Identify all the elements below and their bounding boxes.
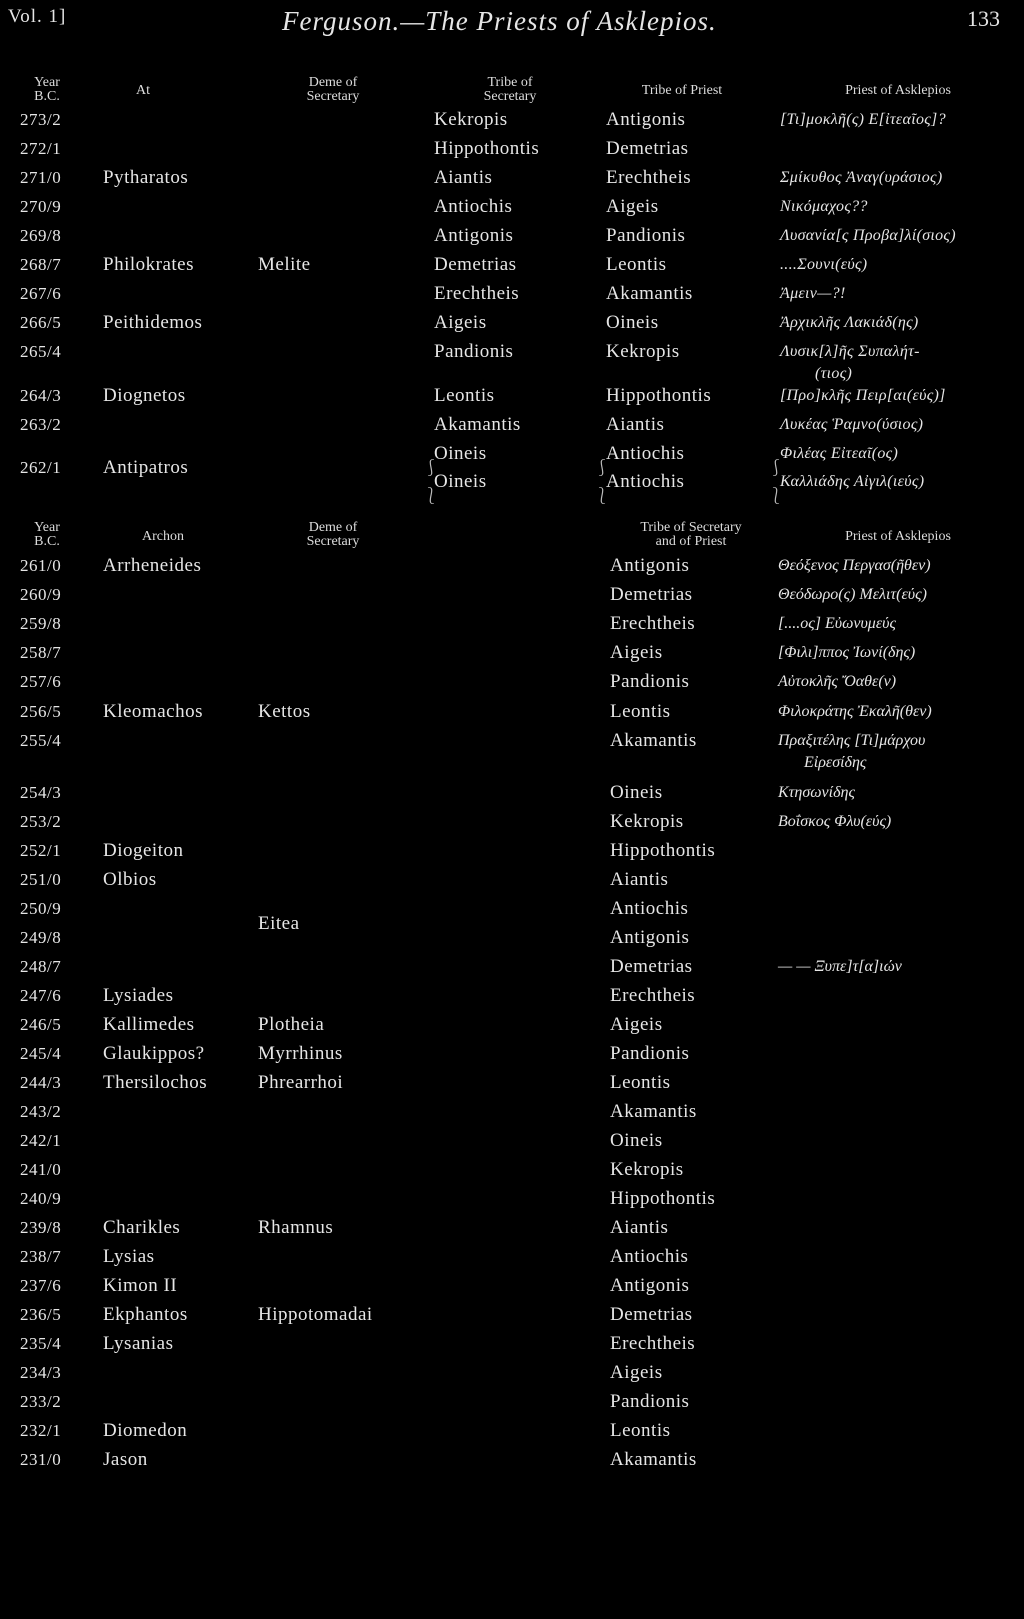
tribe-secretary-cell: Akamantis [434,414,521,435]
archon-cell: Diogeiton [103,840,184,861]
tribe-cell: Erechtheis [610,613,696,634]
brace-mark: ⎱ [423,488,440,505]
deme-cell: Myrrhinus [258,1043,343,1064]
priest-cell: [....ος] Εὐωνυμεύς [778,615,896,632]
table-row [0,1361,1024,1390]
deme-cell: Plotheia [258,1014,325,1035]
year-cell: 238/7 [20,1247,62,1266]
tribe-cell: Antigonis [610,555,690,576]
tribe-cell: Oineis [610,1130,663,1151]
table-row [0,729,1024,771]
tribe-cell: Aigeis [610,642,663,663]
archon-cell: Kleomachos [103,701,203,722]
tribe-secretary-cell: Hippothontis [434,138,540,159]
archon-cell: Antipatros [103,457,189,478]
tribe-cell: Pandionis [610,1043,690,1064]
year-cell: 272/1 [20,139,62,158]
header-priest-2: Priest of Asklepios [845,529,951,544]
year-cell: 251/0 [20,870,62,889]
tribe-cell: Antigonis [610,927,690,948]
table-row [0,282,1024,311]
archon-cell: Arrheneides [103,555,202,576]
header-tribe-secretary: Tribe of Secretary [483,75,537,104]
priest-cell: Λυσικ[λ]ῆς Συπαλήτ- [780,343,920,360]
table-row [0,1419,1024,1448]
archon-cell: Peithidemos [103,312,203,333]
tribe-priest-cell: Aigeis [606,196,659,217]
tribe-cell: Hippothontis [610,1188,716,1209]
table-row [0,700,1024,729]
table-row [0,1245,1024,1274]
table-row [0,195,1024,224]
brace-mark: ⎱ [594,488,611,505]
tribe-cell: Pandionis [610,671,690,692]
tribe-priest-cell: Aiantis [606,414,665,435]
brace-mark: ⎰ [768,460,785,477]
priest-cell: Ἀρχικλῆς Λακιάδ(ης) [780,314,919,331]
tribe-secretary-cell: Oineis [434,471,487,492]
tribe-cell: Demetrias [610,1304,693,1325]
tribe-priest-cell: Erechtheis [606,167,692,188]
archon-cell: Diognetos [103,385,186,406]
brace-mark: ⎰ [423,460,440,477]
tribe-priest-cell: Oineis [606,312,659,333]
archon-cell: Lysias [103,1246,155,1267]
table-row [0,612,1024,641]
priest-cell: Θεόδωρο(ς) Μελιτ(εύς) [778,586,927,603]
tribe-secretary-cell: Aiantis [434,167,493,188]
year-cell: 245/4 [20,1044,62,1063]
header-year-2: Year B.C. [34,520,60,549]
table-row [0,224,1024,253]
page-number: 133 [967,6,1000,31]
tribe-cell: Aiantis [610,869,669,890]
tribe-priest-cell: Hippothontis [606,385,712,406]
year-cell: 265/4 [20,342,62,361]
tribe-cell: Kekropis [610,811,684,832]
archon-cell: Charikles [103,1217,181,1238]
year-cell: 252/1 [20,841,62,860]
year-cell: 257/6 [20,672,62,691]
year-cell: 250/9 [20,899,62,918]
header-tribe-2: Tribe of Secretary and of Priest [640,520,742,549]
tribe-cell: Antiochis [610,898,689,919]
header-deme: Deme of Secretary [306,75,360,104]
brace-mark: ⎰ [594,460,611,477]
archon-cell: Glaukippos? [103,1043,205,1064]
archon-cell: Philokrates [103,254,194,275]
year-cell: 271/0 [20,168,62,187]
deme-cell: Phrearrhoi [258,1072,344,1093]
year-cell: 270/9 [20,197,62,216]
tribe-cell: Pandionis [610,1391,690,1412]
table-row [0,955,1024,984]
table-row [0,311,1024,340]
year-cell: 240/9 [20,1189,62,1208]
priest-cell: Φιλοκράτης Ἐκαλῆ(θεν) [778,703,932,720]
year-cell: 235/4 [20,1334,62,1353]
tribe-cell: Demetrias [610,584,693,605]
header-archon: At [136,83,150,98]
year-cell: 262/1 [20,458,62,477]
table-row [0,137,1024,166]
table-row [0,781,1024,810]
priest-cell: [Προ]κλῆς Πειρ[αι(εύς)] [780,387,946,404]
archon-cell: Diomedon [103,1420,188,1441]
tribe-cell: Leontis [610,1072,671,1093]
priest-cell: Νικόμαχος?? [780,198,868,215]
tribe-cell: Leontis [610,701,671,722]
tribe-priest-cell: Demetrias [606,138,689,159]
year-cell: 243/2 [20,1102,62,1121]
tribe-priest-cell: Akamantis [606,283,693,304]
year-cell: 269/8 [20,226,62,245]
header-year: Year B.C. [34,75,60,104]
table-row [0,641,1024,670]
year-cell: 268/7 [20,255,62,274]
year-cell: 256/5 [20,702,62,721]
table-row [0,583,1024,612]
tribe-cell: Aiantis [610,1217,669,1238]
table-row [0,984,1024,1013]
year-cell: 264/3 [20,386,62,405]
priest-cell: Πραξιτέλης [Τι]μάρχου [778,732,926,749]
deme-cell: Hippotomadai [258,1304,373,1325]
table-row [0,1332,1024,1361]
archon-cell: Lysanias [103,1333,174,1354]
year-cell: 267/6 [20,284,62,303]
table-row [0,1448,1024,1477]
tribe-cell: Antigonis [610,1275,690,1296]
priest-cell: Βοΐσκος Φλυ(εύς) [778,813,892,830]
year-cell: 232/1 [20,1421,62,1440]
tribe-cell: Leontis [610,1420,671,1441]
tribe-cell: Aigeis [610,1014,663,1035]
priest-cell: Κτησωνίδης [778,784,855,801]
year-cell: 248/7 [20,957,62,976]
header-deme-2: Deme of Secretary [306,520,360,549]
tribe-cell: Demetrias [610,956,693,977]
archon-cell: Jason [103,1449,148,1470]
table-row [0,1274,1024,1303]
table-row [0,868,1024,897]
table-row [0,1303,1024,1332]
tribe-cell: Akamantis [610,730,697,751]
priest-cell: Θεόξενος Περγασ(ῆθεν) [778,557,931,574]
year-cell: 244/3 [20,1073,62,1092]
deme-cell: Rhamnus [258,1217,334,1238]
priest-cell: Ἀμειν—?! [780,285,846,302]
tribe-secretary-cell: Erechtheis [434,283,520,304]
archon-cell: Olbios [103,869,157,890]
year-cell: 242/1 [20,1131,62,1150]
year-cell: 234/3 [20,1363,62,1382]
year-cell: 263/2 [20,415,62,434]
year-cell: 239/8 [20,1218,62,1237]
table-row [0,413,1024,442]
year-cell: 260/9 [20,585,62,604]
tribe-priest-cell: Antiochis [606,443,685,464]
table-row [0,1042,1024,1071]
year-cell: 231/0 [20,1450,62,1469]
table-row [0,1071,1024,1100]
table-row [0,340,1024,382]
tribe-secretary-cell: Antiochis [434,196,513,217]
tribe-secretary-cell: Demetrias [434,254,517,275]
tribe-priest-cell: Antiochis [606,471,685,492]
priest-cell: — — Ξυπε]τ[α]ιών [778,958,902,975]
tribe-priest-cell: Pandionis [606,225,686,246]
tribe-cell: Antiochis [610,1246,689,1267]
year-cell: 237/6 [20,1276,62,1295]
tribe-cell: Akamantis [610,1449,697,1470]
table-row [0,810,1024,839]
archon-cell: Thersilochos [103,1072,208,1093]
header-tribe-priest: Tribe of Priest [641,83,723,98]
archon-cell: Pytharatos [103,167,189,188]
year-cell: 246/5 [20,1015,62,1034]
table-row [0,253,1024,282]
year-cell: 259/8 [20,614,62,633]
table-row [0,1187,1024,1216]
archon-cell: Kallimedes [103,1014,195,1035]
tribe-cell: Akamantis [610,1101,697,1122]
table-row [0,839,1024,868]
deme-cell: Melite [258,254,311,275]
year-cell: 255/4 [20,731,62,750]
tribe-cell: Hippothontis [610,840,716,861]
year-cell: 266/5 [20,313,62,332]
priest-cell: Λυκέας Ῥαμνο(ύσιος) [780,416,924,433]
priest-cell-continued: Εἰρεσίδης [804,754,867,771]
tribe-cell: Oineis [610,782,663,803]
deme-cell: Eitea [258,913,300,934]
archon-cell: Lysiades [103,985,174,1006]
priest-cell: Σμίκυθος Ἀναγ(υράσιος) [780,169,943,186]
year-cell: 236/5 [20,1305,62,1324]
table-row [0,1100,1024,1129]
tribe-priest-cell: Antigonis [606,109,686,130]
deme-cell: Kettos [258,701,311,722]
year-cell: 233/2 [20,1392,62,1411]
table-row [0,1390,1024,1419]
tribe-cell: Erechtheis [610,985,696,1006]
priest-cell: Αὐτοκλῆς Ὄαθε(ν) [778,673,897,690]
priest-cell: Καλλιάδης Αἰγιλ(ιεύς) [780,473,925,490]
priest-cell: ....Σουνι(εύς) [780,256,868,273]
table-row [0,1158,1024,1187]
tribe-secretary-cell: Antigonis [434,225,514,246]
volume-label: Vol. 1] [8,6,67,27]
header-priest: Priest of Asklepios [845,83,951,98]
table-row [0,470,1024,499]
tribe-cell: Aigeis [610,1362,663,1383]
year-cell: 249/8 [20,928,62,947]
year-cell: 261/0 [20,556,62,575]
table-row [0,166,1024,195]
tribe-secretary-cell: Leontis [434,385,495,406]
year-cell: 254/3 [20,783,62,802]
table-row [0,1216,1024,1245]
tribe-secretary-cell: Aigeis [434,312,487,333]
table-row [0,554,1024,583]
tribe-priest-cell: Kekropis [606,341,680,362]
year-cell: 253/2 [20,812,62,831]
year-cell: 247/6 [20,986,62,1005]
table-row [0,442,1024,478]
priest-cell-continued: (τιος) [815,365,853,382]
archon-cell: Kimon II [103,1275,178,1296]
table-row [0,108,1024,137]
archon-cell: Ekphantos [103,1304,188,1325]
table-row [0,1129,1024,1158]
table-row [0,670,1024,699]
tribe-priest-cell: Leontis [606,254,667,275]
brace-mark: ⎱ [768,488,785,505]
priest-cell: [Φιλι]ππος Ἰωνί(δης) [778,644,916,661]
priest-cell: Λυσανία[ς Προβα]λί(σιος) [780,227,956,244]
table-row [0,384,1024,413]
table-row [0,1013,1024,1042]
year-cell: 258/7 [20,643,62,662]
tribe-secretary-cell: Kekropis [434,109,508,130]
priest-cell: Φιλέας Εἰτεαῖ(ος) [780,445,899,462]
table-row [0,913,1024,955]
tribe-secretary-cell: Oineis [434,443,487,464]
tribe-cell: Erechtheis [610,1333,696,1354]
tribe-cell: Kekropis [610,1159,684,1180]
running-title: Ferguson.—The Priests of Asklepios. [282,6,717,36]
priest-cell: [Τι]μοκλῆ(ς) Ε[ἰτεαῖος]? [780,111,946,128]
year-cell: 273/2 [20,110,62,129]
header-archon-2: Archon [142,529,184,544]
table-row [0,897,1024,926]
tribe-secretary-cell: Pandionis [434,341,514,362]
year-cell: 241/0 [20,1160,62,1179]
